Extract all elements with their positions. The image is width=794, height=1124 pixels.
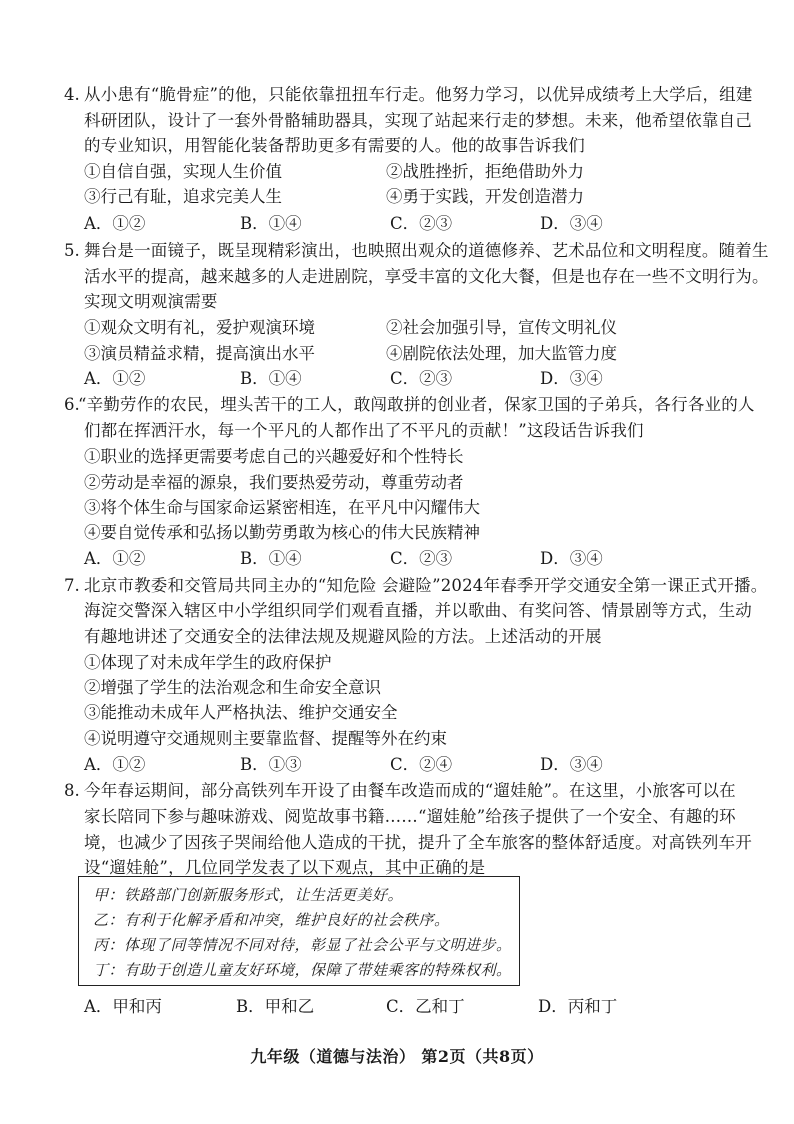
statement: ③演员精益求精，提高演出水平 xyxy=(84,344,315,363)
statement: ③能推动未成年人严格执法、维护交通安全 xyxy=(84,703,398,722)
question-text-line: 活水平的提高，越来越多的人走进剧院，享受丰富的文化大餐，但是也存在一些不文明行为。 xyxy=(84,267,769,286)
question-text-line: 科研团队，设计了一套外骨骼辅助器具，实现了站起来行走的梦想。未来，他希望依靠自己 xyxy=(84,111,752,130)
choice-b[interactable]: B．①④ xyxy=(240,369,302,388)
statement: ①观众文明有礼，爱护观演环境 xyxy=(84,318,315,337)
statement: ④说明遵守交通规则主要靠监督、提醒等外在约束 xyxy=(84,729,447,748)
choice-a[interactable]: A．①② xyxy=(84,214,146,233)
question-text-line: 北京市教委和交管局共同主办的“知危险 会避险”2024年春季开学交通安全第一课正式开播。 xyxy=(84,576,768,595)
opinions-box xyxy=(78,876,520,986)
choice-d[interactable]: D．③④ xyxy=(540,755,603,774)
question-text-line: 设“遛娃舱”，几位同学发表了以下观点，其中正确的是 xyxy=(84,858,486,877)
statement: ③将个体生命与国家命运紧密相连，在平凡中闪耀伟大 xyxy=(84,498,480,517)
question-text-line: 的专业知识，用智能化装备帮助更多有需要的人。他的故事告诉我们 xyxy=(84,136,585,155)
question-number: 5. xyxy=(64,241,80,260)
opinion-jia: 甲：铁路部门创新服务形式，让生活更美好。 xyxy=(93,886,404,904)
statement: ①职业的选择更需要考虑自己的兴趣爱好和个性特长 xyxy=(84,447,464,466)
question-text-line: 海淀交警深入辖区中小学组织同学们观看直播，并以歌曲、有奖问答、情景剧等方式，生动 xyxy=(84,601,752,620)
choice-d[interactable]: D．丙和丁 xyxy=(538,997,618,1016)
opinion-yi: 乙：有利于化解矛盾和冲突，维护良好的社会秩序。 xyxy=(93,911,450,929)
question-text-line: 境，也减少了因孩子哭闹给他人造成的干扰，提升了全车旅客的整体舒适度。对高铁列车开 xyxy=(84,833,752,852)
choice-b[interactable]: B．①④ xyxy=(240,549,302,568)
choice-c[interactable]: C．乙和丁 xyxy=(386,997,465,1016)
question-text-line: 有趣地讲述了交通安全的法律法规及规避风险的方法。上述活动的开展 xyxy=(84,627,602,646)
choice-a[interactable]: A．①② xyxy=(84,369,146,388)
statement: ①自信自强，实现人生价值 xyxy=(84,162,282,181)
statement: ②增强了学生的法治观念和生命安全意识 xyxy=(84,678,381,697)
statement: ②社会加强引导，宣传文明礼仪 xyxy=(386,318,617,337)
question-number: 4. xyxy=(64,85,80,104)
statement: ②劳动是幸福的源泉，我们要热爱劳动，尊重劳动者 xyxy=(84,473,464,492)
statement: ①体现了对未成年学生的政府保护 xyxy=(84,653,332,672)
question-text-line: 舞台是一面镜子，既呈现精彩演出，也映照出观众的道德修养、艺术品位和文明程度。随着生 xyxy=(84,241,769,260)
choice-b[interactable]: B．甲和乙 xyxy=(236,997,315,1016)
question-text-line: 今年春运期间，部分高铁列车开设了由餐车改造而成的“遛娃舱”。在这里，小旅客可以在 xyxy=(84,781,736,800)
opinion-bing: 丙：体现了同等情况不同对待，彰显了社会公平与文明进步。 xyxy=(93,936,512,954)
statement: ③行己有耻，追求完美人生 xyxy=(84,187,282,206)
question-text-line: 们都在挥洒汗水，每一个平凡的人都作出了不平凡的贡献！”这段话告诉我们 xyxy=(84,421,644,440)
question-text-line: 实现文明观演需要 xyxy=(84,292,218,311)
choice-b[interactable]: B．①③ xyxy=(240,755,302,774)
statement: ④剧院依法处理，加大监管力度 xyxy=(386,344,617,363)
statement: ②战胜挫折，拒绝借助外力 xyxy=(386,162,584,181)
choice-c[interactable]: C．②③ xyxy=(390,369,453,388)
statement: ④要自觉传承和弘扬以勤劳勇敢为核心的伟大民族精神 xyxy=(84,523,480,542)
choice-c[interactable]: C．②③ xyxy=(390,549,453,568)
question-number: 8. xyxy=(64,781,80,800)
statement: ④勇于实践，开发创造潜力 xyxy=(386,187,584,206)
question-number: 7. xyxy=(64,576,80,595)
choice-c[interactable]: C．②④ xyxy=(390,755,453,774)
choice-a[interactable]: A．①② xyxy=(84,549,146,568)
choice-d[interactable]: D．③④ xyxy=(540,549,603,568)
question-text-line: “辛勤劳作的农民，埋头苦干的工人，敢闯敢拼的创业者，保家卫国的子弟兵，各行各业的人 xyxy=(78,395,755,414)
choice-c[interactable]: C．②③ xyxy=(390,214,453,233)
choice-b[interactable]: B．①④ xyxy=(240,214,302,233)
choice-d[interactable]: D．③④ xyxy=(540,369,603,388)
choice-a[interactable]: A．甲和丙 xyxy=(84,997,162,1016)
page-footer: 九年级（道德与法治） 第2页（共8页） xyxy=(250,1047,544,1066)
choice-a[interactable]: A．①② xyxy=(84,755,146,774)
question-text-line: 从小患有“脆骨症”的他，只能依靠扭扭车行走。他努力学习，以优异成绩考上大学后，组建 xyxy=(84,85,753,104)
opinion-ding: 丁：有助于创造儿童友好环境，保障了带娃乘客的特殊权利。 xyxy=(93,961,512,979)
choice-d[interactable]: D．③④ xyxy=(540,214,603,233)
question-number: 6. xyxy=(64,395,80,414)
question-text-line: 家长陪同下参与趣味游戏、阅览故事书籍……“遛娃舱”给孩子提供了一个安全、有趣的环 xyxy=(84,807,736,826)
